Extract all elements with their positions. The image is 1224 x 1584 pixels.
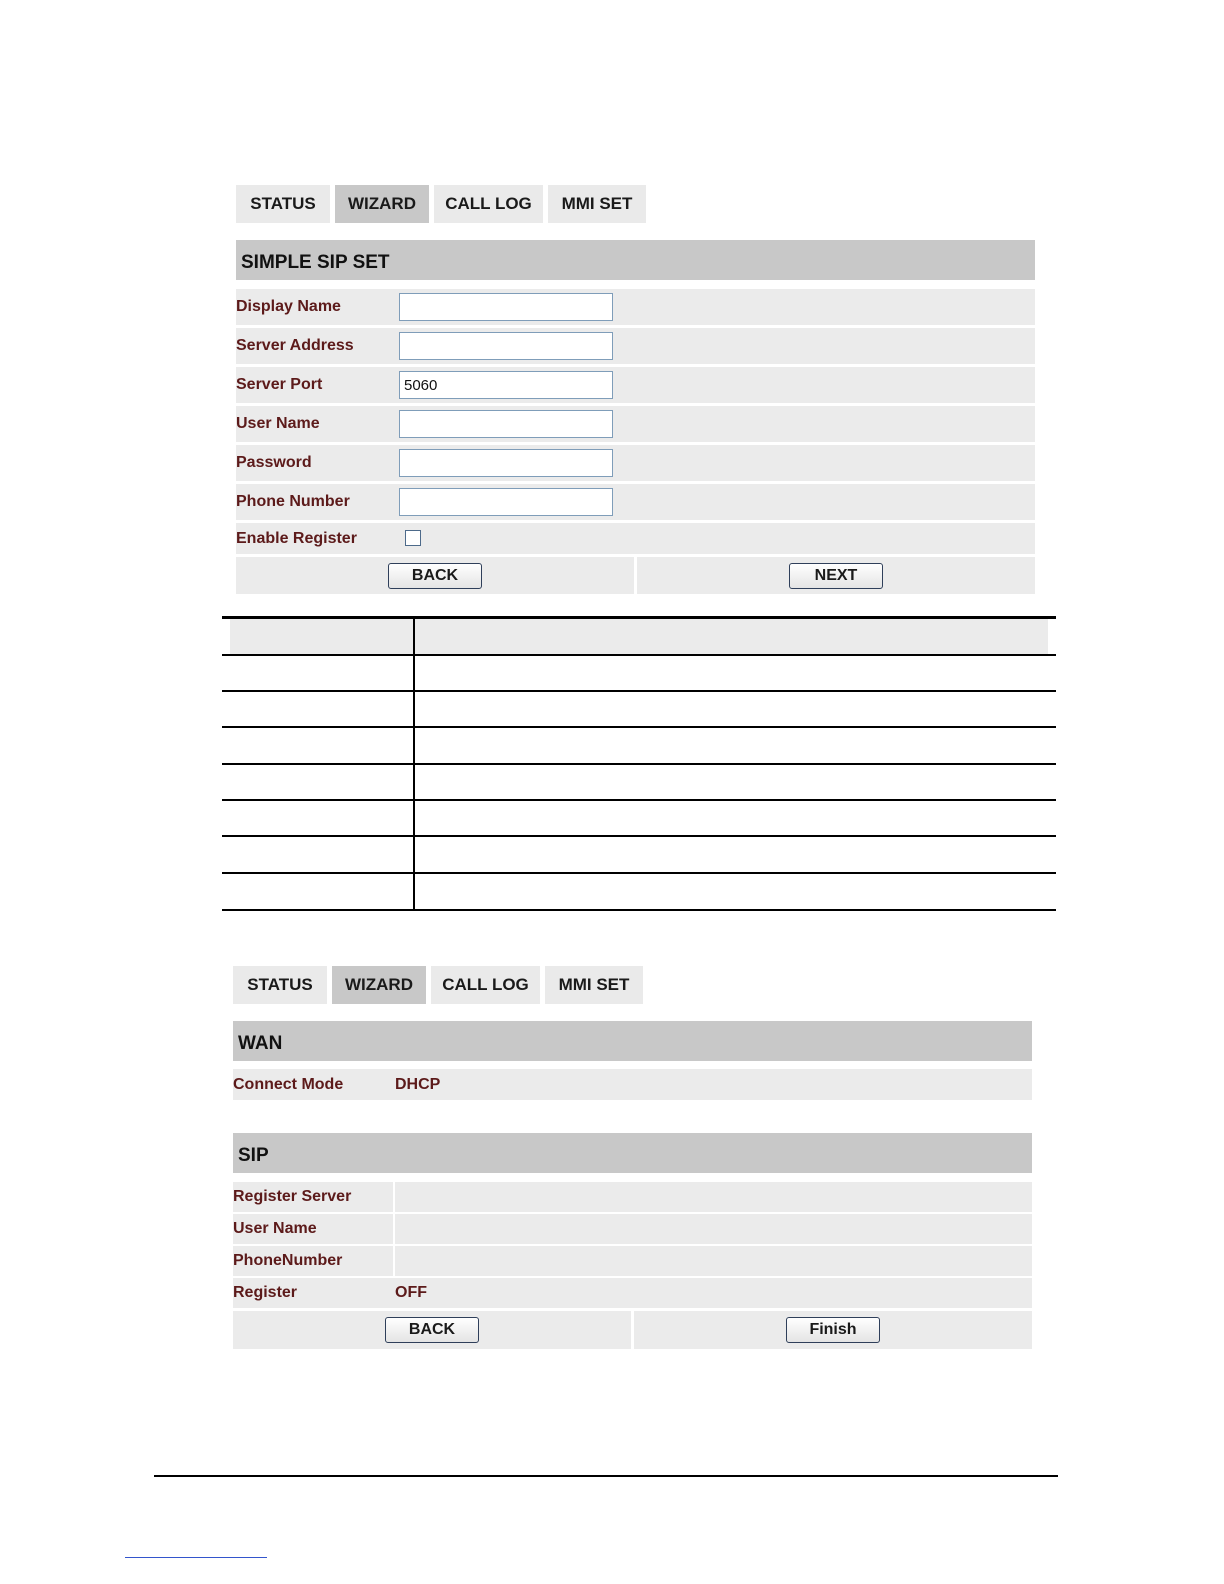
tab-wizard[interactable]: WIZARD [332,966,426,1004]
tab-wizard[interactable]: WIZARD [335,185,429,223]
button-cell-next [637,557,1035,594]
server-port-input[interactable] [399,371,613,399]
table-row-divider [222,799,1056,801]
server-port-label: Server Port [236,376,323,393]
table-row-divider [222,726,1056,728]
tab-call-log[interactable]: CALL LOG [434,185,543,223]
register-label: Register [233,1284,298,1301]
register-value: OFF [395,1284,427,1301]
footer-link-underline [125,1557,267,1558]
section-title-simple-sip-set: SIMPLE SIP SET [236,240,1035,280]
phone-number-label: PhoneNumber [233,1252,343,1269]
form-row-user-name [236,406,1035,442]
cell-divider [393,1246,395,1276]
connect-mode-label: Connect Mode [233,1076,344,1093]
user-name-label: User Name [236,415,320,432]
back-button[interactable]: BACK [388,563,482,589]
tab-bar-top [236,185,651,223]
tab-mmi-set[interactable]: MMI SET [548,185,646,223]
finish-button[interactable]: Finish [786,1317,880,1343]
row-phone-number [233,1246,1032,1276]
row-user-name [233,1214,1032,1244]
button-cell-back [236,557,634,594]
tab-bar-bottom [233,966,648,1004]
row-register [233,1278,1032,1308]
footer-rule [154,1475,1058,1477]
form-row-server-port [236,367,1035,403]
password-input[interactable] [399,449,613,477]
phone-number-label: Phone Number [236,493,350,510]
table-header-row [230,619,1048,654]
phone-number-input[interactable] [399,488,613,516]
form-row-phone-number [236,484,1035,520]
tab-status[interactable]: STATUS [236,185,330,223]
cell-divider [393,1182,395,1212]
tab-mmi-set[interactable]: MMI SET [545,966,643,1004]
form-row-server-address [236,328,1035,364]
section-title-sip: SIP [233,1133,1032,1173]
table-row-divider [222,690,1056,692]
section-title-wan: WAN [233,1021,1032,1061]
row-register-server [233,1182,1032,1212]
table-header-border [222,654,1056,656]
table-row-divider [222,763,1056,765]
tab-call-log[interactable]: CALL LOG [431,966,540,1004]
table-row-divider [222,835,1056,837]
register-server-label: Register Server [233,1188,352,1205]
table-row-divider [222,872,1056,874]
user-name-label: User Name [233,1220,317,1237]
next-button[interactable]: NEXT [789,563,883,589]
connect-mode-value: DHCP [395,1076,441,1093]
back-button[interactable]: BACK [385,1317,479,1343]
button-cell-back-summary [233,1311,631,1349]
form-row-display-name [236,289,1035,325]
form-row-enable-register [236,523,1035,554]
table-column-divider [413,619,415,910]
display-name-input[interactable] [399,293,613,321]
password-label: Password [236,454,312,471]
cell-divider [393,1214,395,1244]
server-address-label: Server Address [236,337,354,354]
enable-register-label: Enable Register [236,530,357,547]
server-address-input[interactable] [399,332,613,360]
user-name-input[interactable] [399,410,613,438]
button-cell-finish [634,1311,1032,1349]
table-bottom-border [222,909,1056,911]
form-row-password [236,445,1035,481]
row-connect-mode [233,1069,1032,1100]
tab-status[interactable]: STATUS [233,966,327,1004]
display-name-label: Display Name [236,298,341,315]
enable-register-checkbox[interactable] [405,530,421,546]
